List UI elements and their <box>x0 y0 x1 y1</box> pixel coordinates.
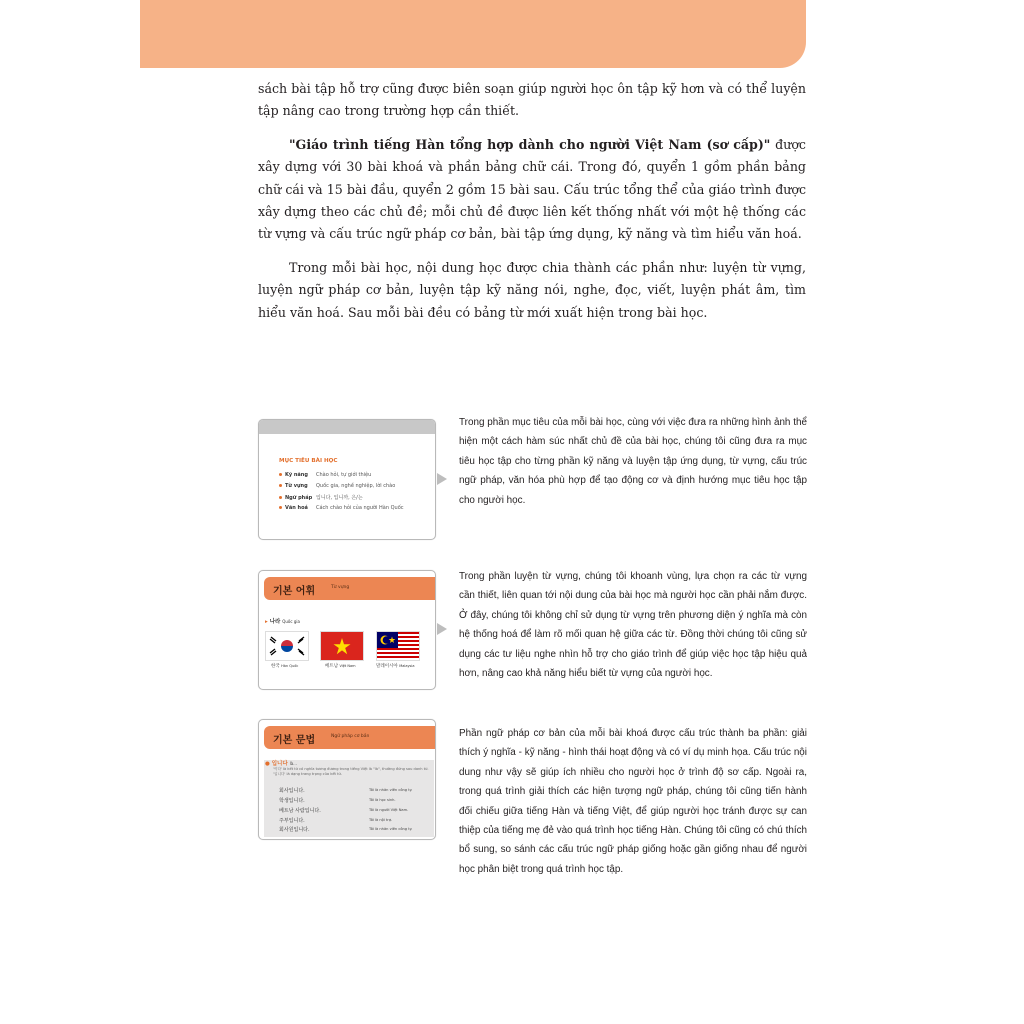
example-ko: 회사입니다. <box>279 788 305 794</box>
book-title: "Giáo trình tiếng Hàn tổng hợp dành cho người Việt Nam (sơ cấp)" <box>289 136 771 152</box>
grammar-point: ● 입니다 là... <box>265 761 297 767</box>
vocab-group-label: ▸ 나라 Quốc gia <box>265 619 300 625</box>
example-ko: 주부입니다. <box>279 818 305 824</box>
korea-flag-icon <box>265 631 309 661</box>
header-bar <box>140 0 806 68</box>
vocabulary-title: 기본 어휘 <box>273 586 316 597</box>
bullet-icon <box>279 473 282 476</box>
vocabulary-subtitle: Từ vựng <box>331 585 350 590</box>
grammar-title: 기본 문법 <box>273 735 316 746</box>
grammar-note: '이다' là kết từ có nghĩa tương đương trong tiếng Việt là "là", thường đứng sau danh từ. '입니다' là dạng trang trọng của kết từ. <box>273 767 429 776</box>
paragraph-1: sách bài tập hỗ trợ cũng được biên soạn giúp người học ôn tập kỹ hơn và có thể luyện tập nâng cao trong trường hợp cần thiết. <box>258 81 806 119</box>
paragraph-3: Trong mỗi bài học, nội dung học được chia thành các phần như: luyện từ vựng, luyện ngữ pháp cơ bản, luyện tập kỹ năng nói, nghe, đọc, viết, luyện phát âm, tìm hiểu văn hoá. Sau mỗi bài đều có bảng từ mới xuất hiện trong bài học. <box>258 259 806 320</box>
body-text <box>258 78 806 335</box>
example-ko: 학생입니다. <box>279 798 305 804</box>
bullet-icon <box>279 496 282 499</box>
example-vi: Tôi là nhân viên công ty. <box>369 788 413 792</box>
bullet-icon <box>279 484 282 487</box>
malaysia-flag-icon <box>376 631 420 661</box>
arrow-right-icon <box>437 623 447 635</box>
grammar-subtitle: Ngữ pháp cơ bản <box>331 734 370 739</box>
arrow-right-icon <box>437 473 447 485</box>
example-vi: Tôi là nội trợ. <box>369 818 393 822</box>
objectives-description: Trong phần mục tiêu của mỗi bài học, cùng với việc đưa ra những hình ảnh thể hiện một cách hàm súc nhất chủ đề của bài học, chúng tôi cũng đưa ra mục tiêu học tập cho từng phần kỹ năng và luyện tập ứng dụng, từ vựng, cấu trúc ngữ pháp, văn hóa phù hợp để tạo động cơ và định hướng mục tiêu học tập cho người học. <box>459 417 807 506</box>
flag-caption: 베트남 Việt Nam <box>325 664 356 669</box>
card-top-bar <box>259 420 435 434</box>
example-ko: 회사원입니다. <box>279 827 310 833</box>
objective-row: Từ vựng Quốc gia, nghề nghiệp, lời chào <box>279 483 395 489</box>
objective-row: Văn hoá Cách chào hỏi của người Hàn Quốc <box>279 505 404 511</box>
flag-caption: 한국 Hàn Quốc <box>271 664 299 669</box>
example-ko: 베트남 사람입니다. <box>279 808 321 814</box>
objectives-card <box>258 419 436 540</box>
example-vi: Tôi là người Việt Nam. <box>369 808 409 812</box>
grammar-description: Phần ngữ pháp cơ bản của mỗi bài khoá được cấu trúc thành ba phần: giải thích ý nghĩa - kỹ năng - hình thái hoạt động và có ví dụ minh họa. Cấu trúc nội dung như vậy sẽ giúp ích nhiều cho người học ở trình độ sơ cấp. Ngoài ra, trong quá trình giải thích các hiện tượng ngữ pháp, chúng tôi cũng tiến hành đối chiếu giữa tiếng Hàn và tiếng Việt, để giúp người học tránh được sự can thiệp của tiếng mẹ đẻ vào quá trình học tiếng Hàn. Chúng tôi cũng có chú thích bổ sung, so sánh các cấu trúc ngữ pháp giống hoặc gần giống nhau để người học phân biệt trong quá trình học tập. <box>459 728 807 875</box>
example-vi: Tôi là học sinh. <box>369 798 396 802</box>
flag-caption: 말레이시아 Malaysia <box>376 664 415 669</box>
grammar-card <box>258 719 436 840</box>
example-vi: Tôi là nhân viên công ty. <box>369 827 413 831</box>
paragraph-2-text: được xây dựng với 30 bài khoá và phần bảng chữ cái. Trong đó, quyển 1 gồm phần bảng chữ cái và 15 bài đầu, quyển 2 gồm 15 bài sau. Cấu trúc tổng thể của giáo trình được xây dựng theo các chủ đề; mỗi chủ đề được liên kết thống nhất với một hệ thống các từ vựng và cấu trúc ngữ pháp cơ bản, bài tập ứng dụng, kỹ năng và tìm hiểu văn hoá. <box>258 136 806 242</box>
vietnam-flag-icon <box>320 631 364 661</box>
objective-row: Kỹ năng Chào hỏi, tự giới thiệu <box>279 472 371 478</box>
vocabulary-card <box>258 570 436 690</box>
triangle-bullet-icon: ▸ <box>265 619 270 625</box>
objective-row: Ngữ pháp 입니다, 입니까, 은/는 <box>279 494 363 501</box>
objectives-title: MỤC TIÊU BÀI HỌC <box>279 458 338 464</box>
paragraph-2 <box>258 134 806 246</box>
bullet-icon <box>279 506 282 509</box>
vocabulary-description: Trong phần luyện từ vựng, chúng tôi khoanh vùng, lựa chọn ra các từ vựng cần thiết, liên quan tới nội dung của bài học mà người học cần phải nắm được. Ở đây, chúng tôi không chỉ sử dụng từ vựng trên phương diện ý nghĩa mà còn hệ thống hoá để làm rõ mối quan hệ giữa các từ. Đồng thời chúng tôi cũng sử dụng các tư liệu nghe nhìn hỗ trợ cho giáo trình để giúp việc học tập hiệu quả hơn, nâng cao khả năng hiểu biết từ vựng của người học. <box>459 571 807 680</box>
